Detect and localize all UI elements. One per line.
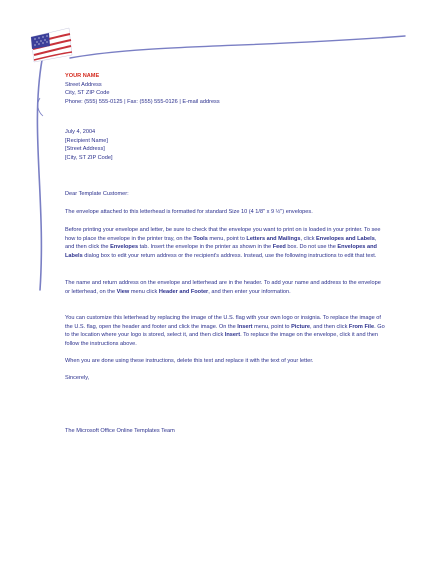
text-run: tab. Insert the envelope in the printer as shown in the <box>138 244 273 251</box>
sender-block <box>65 72 385 106</box>
bold-term: Insert <box>237 323 253 330</box>
bold-term: Tools <box>193 235 208 242</box>
bold-term: Insert <box>224 332 241 339</box>
text-run: Before printing your envelope and letter, be sure to check that the envelope you want to print on is loaded in your printer. To see how to place the envelope in the printer tray, on the <box>65 227 381 242</box>
letter-date: July 4, 2004 <box>65 129 96 135</box>
text-run: , and then click <box>310 323 349 330</box>
text-run: , and then enter your information. <box>208 288 291 295</box>
recipient-name: [Recipient Name] <box>65 137 108 144</box>
bold-term: Envelopes and Labels <box>65 244 377 259</box>
bold-term: Feed <box>272 244 286 251</box>
bold-term: Picture <box>291 323 311 330</box>
bold-term: Letters and Mailings <box>246 235 301 242</box>
recipient-city: [City, ST ZIP Code] <box>65 154 113 161</box>
sender-street: Street Address <box>65 81 102 88</box>
body-paragraph-4 <box>65 314 385 348</box>
top-swoosh <box>70 36 405 58</box>
text-run: menu, point to <box>252 323 292 330</box>
text-run: menu click <box>129 288 159 295</box>
text-run: . To replace the image on the envelope, click it and then follow the instructions above. <box>65 332 379 347</box>
bold-term: Envelopes <box>110 244 139 251</box>
bold-term: Envelopes and Labels <box>316 235 375 242</box>
body-paragraph-2 <box>65 226 385 260</box>
text-run: menu, point to <box>207 235 247 242</box>
bold-term: From File <box>348 323 375 330</box>
us-flag-icon <box>31 28 72 62</box>
left-swoosh <box>37 60 42 290</box>
sender-city: City, ST ZIP Code <box>65 90 110 97</box>
text-run: . Go to the location where your logo is stored, select it, and then click <box>65 323 385 339</box>
text-run: , and then click the <box>65 235 377 251</box>
sender-contact: Phone: (555) 555-0125 | Fax: (555) 555-0126 | E-mail address <box>65 98 220 105</box>
signature: The Microsoft Office Online Templates Team <box>65 428 175 434</box>
body-paragraph-3 <box>65 279 385 296</box>
date-recipient-block <box>65 128 385 162</box>
bold-term: Header and Footer <box>158 288 209 295</box>
text-run: dialog box to edit your return address or the recipient's address. Instead, use the following instructions to edit that text. <box>82 252 377 259</box>
text-run: You can customize this letterhead by replacing the image of the U.S. flag with your own logo or insignia. To replace the image of the U.S. flag, open the header and footer and click the image. On the <box>65 315 381 330</box>
recipient-street: [Street Address] <box>65 146 105 153</box>
text-run: The name and return address on the envelope and letterhead are in the header. To add your name and address to the envelope or letterhead, on the <box>65 280 381 295</box>
closing: Sincerely, <box>65 375 90 381</box>
sender-name: YOUR NAME <box>65 73 100 79</box>
text-run: box. Do not use the <box>285 244 338 251</box>
text-run: , click <box>300 235 317 242</box>
body-paragraph-5: When you are done using these instructions, delete this text and replace it with the text of your letter. <box>65 358 314 364</box>
body-paragraph-1: The envelope attached to this letterhead is formatted for standard Size 10 (4 1/8" x 9 ½") envelopes. <box>65 209 313 215</box>
bold-term: View <box>116 288 130 295</box>
salutation: Dear Template Customer: <box>65 191 129 197</box>
